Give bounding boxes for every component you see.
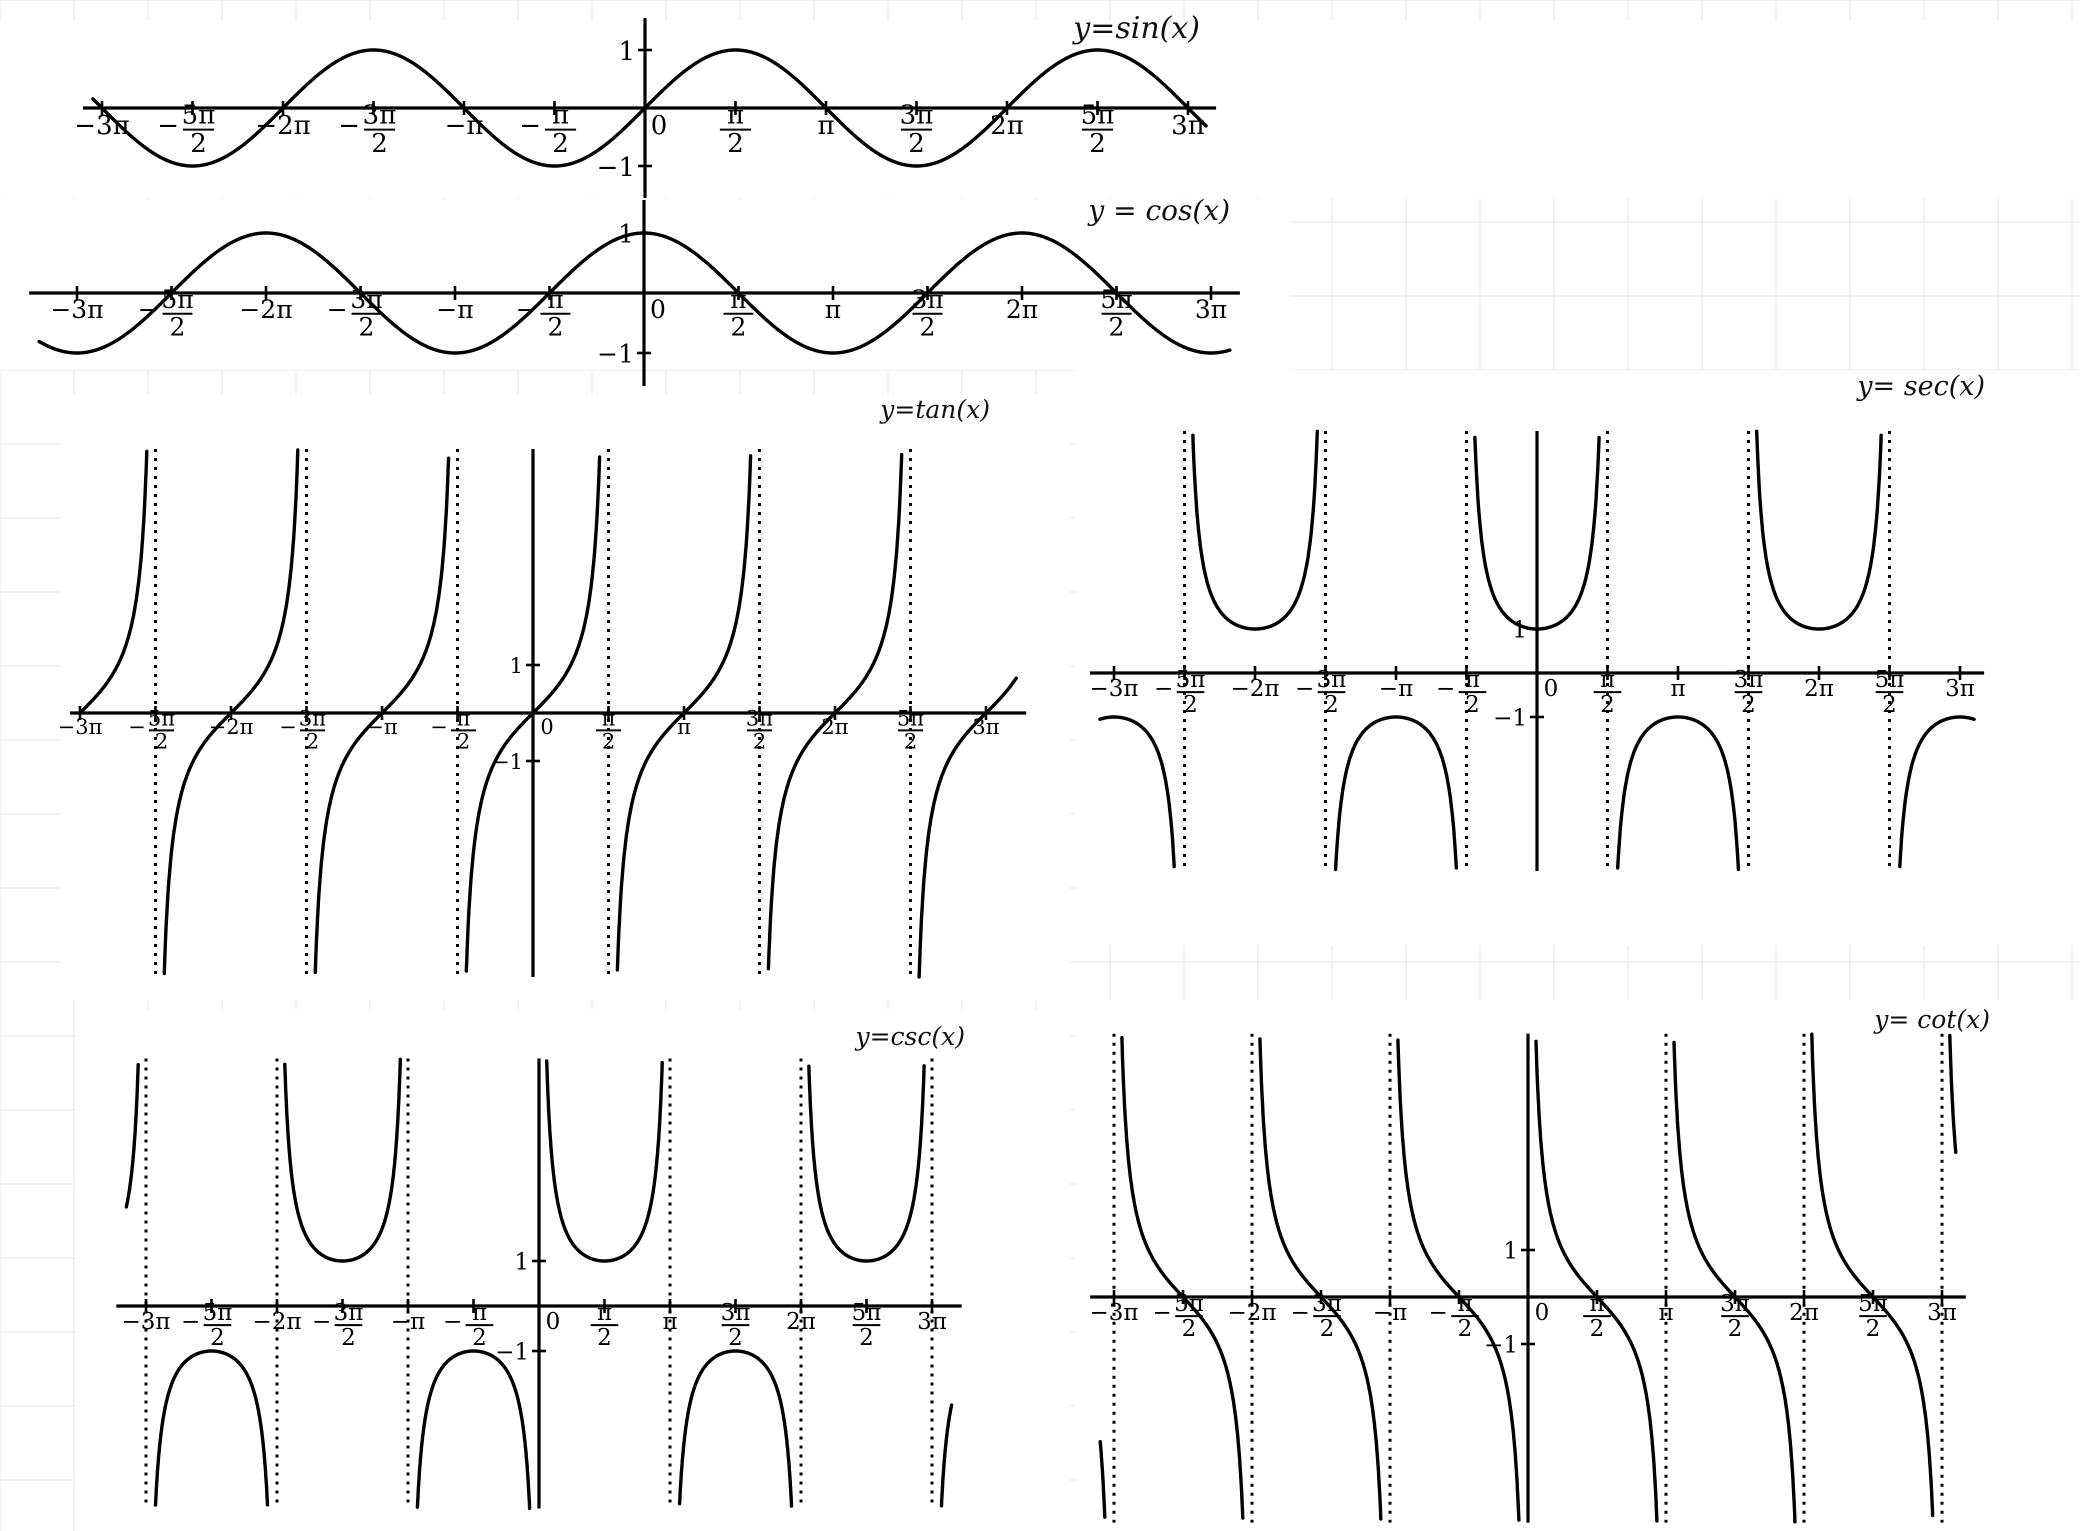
tick-label-text: −2π — [208, 715, 254, 739]
sin-x-tick-label — [445, 111, 484, 141]
csc-panel — [75, 1010, 1070, 1531]
tick-label-denominator: 2 — [1319, 1316, 1335, 1343]
tick-label-text: −3π — [121, 1309, 171, 1335]
tan-x-tick-label — [821, 715, 848, 739]
tick-label-numerator: 3π — [1720, 1290, 1750, 1317]
tick-label-denominator: 2 — [472, 1325, 487, 1352]
cot-title: y= cot(x) — [1874, 1005, 1990, 1034]
tick-label-text: −2π — [255, 111, 311, 141]
charts — [0, 11, 2080, 1531]
tick-label-numerator: 5π — [202, 1299, 233, 1326]
sec-title: y= sec(x) — [1857, 371, 1985, 402]
tan-panel — [57, 395, 1070, 1000]
tick-label-denominator: 2 — [752, 729, 767, 754]
cot-y-tick-label: −1 — [1484, 1332, 1518, 1359]
tan-x-tick-label — [366, 715, 398, 739]
tick-label-sign: − — [430, 715, 448, 739]
tick-label-text: −3π — [1089, 676, 1139, 702]
cos-x-tick-label — [650, 295, 666, 324]
tick-label-text: π — [677, 715, 691, 739]
tick-label-text: 2π — [821, 715, 849, 739]
tick-label-text: −π — [1372, 1300, 1408, 1326]
tick-label-denominator: 2 — [728, 1325, 743, 1352]
tick-label-denominator: 2 — [169, 312, 186, 342]
tan-y-tick-label: 1 — [509, 653, 523, 678]
sin-x-tick-label — [651, 111, 668, 141]
tick-label-denominator: 2 — [727, 129, 744, 160]
tick-label-denominator: 2 — [547, 312, 564, 342]
tick-label-denominator: 2 — [903, 729, 918, 754]
csc-x-tick-label — [391, 1309, 425, 1335]
tick-label-text: 2π — [1789, 1300, 1819, 1326]
tick-label-denominator: 2 — [1882, 692, 1897, 719]
tick-label-numerator: π — [1464, 666, 1481, 693]
csc-x-tick-label — [546, 1309, 561, 1335]
tick-label-text: −2π — [1230, 676, 1280, 702]
tick-label-sign: − — [1153, 676, 1174, 702]
csc-x-tick-label — [121, 1309, 170, 1335]
tick-label-denominator: 2 — [1727, 1316, 1743, 1343]
tick-label-denominator: 2 — [597, 1325, 612, 1352]
tick-label-denominator: 2 — [601, 729, 616, 754]
tick-label-denominator: 2 — [1741, 692, 1756, 719]
tick-label-numerator: 5π — [896, 706, 925, 731]
tick-label-denominator: 2 — [919, 312, 936, 342]
tick-label-sign: − — [1152, 1300, 1172, 1326]
tick-label-text: −π — [1378, 676, 1414, 702]
csc-x-tick-label — [786, 1309, 816, 1335]
tick-label-denominator: 2 — [1181, 1316, 1197, 1343]
tick-label-text: 2π — [1005, 295, 1039, 324]
cos-x-tick-label — [50, 295, 103, 324]
tick-label-sign: − — [338, 111, 360, 141]
sec-y-tick-label: −1 — [1493, 705, 1527, 732]
tick-label-denominator: 2 — [154, 729, 169, 754]
cos-x-tick-label — [436, 295, 473, 324]
tick-label-sign: − — [311, 1309, 332, 1335]
tan-x-tick-label — [540, 715, 553, 739]
sec-y-tick-label: 1 — [1512, 617, 1527, 644]
cot-x-tick-label — [1227, 1300, 1276, 1326]
sec-x-tick-label — [1544, 676, 1559, 702]
tick-label-sign: − — [137, 295, 159, 324]
tick-label-text: π — [824, 295, 842, 324]
tick-label-denominator: 2 — [1324, 692, 1339, 719]
tick-label-text: −π — [436, 295, 474, 324]
tick-label-numerator: 3π — [720, 1299, 751, 1326]
tick-label-text: 3π — [972, 715, 1000, 739]
tick-label-denominator: 2 — [1600, 692, 1615, 719]
tick-label-denominator: 2 — [456, 729, 471, 754]
tick-label-numerator: π — [596, 1299, 613, 1326]
tick-label-denominator: 2 — [358, 312, 375, 342]
cot-x-tick-label — [1535, 1300, 1550, 1326]
tick-label-numerator: 5π — [161, 285, 194, 314]
csc-x-tick-label — [662, 1309, 677, 1335]
tick-label-denominator: 2 — [1589, 1316, 1605, 1343]
sec-x-tick-label — [1945, 676, 1975, 702]
tick-label-text: −3π — [74, 111, 130, 141]
sec-x-tick-label — [1804, 676, 1834, 702]
tick-label-sign: − — [515, 295, 537, 324]
tick-label-denominator: 2 — [305, 729, 320, 754]
tick-label-text: 0 — [650, 111, 668, 141]
tick-label-numerator: 3π — [899, 100, 934, 131]
tan-x-tick-label — [972, 715, 999, 739]
tick-label-text: 0 — [650, 295, 666, 324]
tick-label-text: 0 — [1543, 676, 1559, 702]
sin-y-tick-label: −1 — [596, 152, 635, 183]
sin-title: y=sin(x) — [1073, 11, 1200, 46]
csc-x-tick-label — [252, 1309, 301, 1335]
tick-label-text: 3π — [1171, 111, 1205, 141]
sin-x-tick-label — [1171, 111, 1205, 141]
tick-label-sign: − — [128, 715, 146, 739]
tan-x-tick-label — [58, 715, 103, 739]
cot-x-tick-label — [1789, 1300, 1819, 1326]
tick-label-text: −2π — [252, 1309, 302, 1335]
tick-label-numerator: 5π — [1080, 100, 1115, 131]
csc-x-tick-label — [917, 1309, 947, 1335]
sec-x-tick-label — [1670, 676, 1685, 702]
tan-title: y=tan(x) — [880, 395, 990, 424]
sec-panel — [1075, 370, 2080, 945]
tick-label-numerator: 5π — [1858, 1290, 1888, 1317]
cos-y-tick-label: 1 — [618, 219, 634, 249]
tick-label-numerator: π — [471, 1299, 488, 1326]
tick-label-denominator: 2 — [1108, 312, 1125, 342]
tick-label-numerator: 3π — [1312, 1290, 1342, 1317]
tick-label-numerator: π — [601, 706, 616, 731]
sec-x-tick-label — [1230, 676, 1279, 702]
tick-label-text: −π — [390, 1309, 426, 1335]
tick-label-sign: − — [1428, 1300, 1448, 1326]
cos-y-tick-label: −1 — [597, 339, 634, 369]
tick-label-text: 3π — [917, 1309, 947, 1335]
tick-label-denominator: 2 — [210, 1325, 225, 1352]
tick-label-text: −π — [444, 111, 484, 141]
csc-chart — [75, 1010, 1070, 1531]
tick-label-numerator: 3π — [350, 285, 383, 314]
tick-label-numerator: 3π — [362, 100, 397, 131]
tick-label-text: 3π — [1194, 295, 1228, 324]
tick-label-numerator: 5π — [1874, 666, 1905, 693]
tick-label-sign: − — [1435, 676, 1456, 702]
tick-label-numerator: 3π — [298, 706, 327, 731]
tick-label-denominator: 2 — [908, 129, 925, 160]
tick-label-numerator: 5π — [147, 706, 176, 731]
tick-label-sign: − — [157, 111, 179, 141]
tick-label-denominator: 2 — [859, 1325, 874, 1352]
sin-chart — [0, 11, 2080, 198]
cot-x-tick-label — [1927, 1300, 1957, 1326]
tick-label-denominator: 2 — [1183, 692, 1198, 719]
tick-label-sign: − — [1290, 1300, 1310, 1326]
tick-label-numerator: 3π — [911, 285, 944, 314]
sin-y-tick-label: 1 — [618, 36, 635, 67]
tick-label-denominator: 2 — [1457, 1316, 1473, 1343]
tick-label-text: 2π — [990, 111, 1024, 141]
sin-x-tick-label — [990, 111, 1024, 141]
tick-label-sign: − — [519, 111, 541, 141]
cos-x-tick-label — [1006, 295, 1038, 324]
tick-label-text: 0 — [545, 1309, 561, 1335]
tick-label-text: π — [662, 1309, 678, 1335]
tick-label-denominator: 2 — [1089, 129, 1106, 160]
tick-label-denominator: 2 — [371, 129, 388, 160]
tick-label-sign: − — [326, 295, 348, 324]
tick-label-numerator: π — [1457, 1290, 1473, 1317]
tick-label-text: π — [1658, 1300, 1674, 1326]
tick-label-denominator: 2 — [1865, 1316, 1881, 1343]
csc-title: y=csc(x) — [855, 1022, 965, 1051]
sec-chart — [1075, 370, 2080, 945]
cos-x-tick-label — [825, 295, 841, 324]
tick-label-sign: − — [442, 1309, 463, 1335]
tick-label-text: −π — [366, 715, 398, 739]
tick-label-text: 3π — [1945, 676, 1975, 702]
tick-label-numerator: 3π — [1316, 666, 1347, 693]
tick-label-numerator: π — [730, 285, 747, 314]
tick-label-text: 2π — [786, 1309, 816, 1335]
sec-x-tick-label — [1089, 676, 1138, 702]
sec-x-tick-label — [1379, 676, 1413, 702]
tick-label-numerator: 5π — [851, 1299, 882, 1326]
tick-label-denominator: 2 — [341, 1325, 356, 1352]
tick-label-sign: − — [279, 715, 297, 739]
tick-label-denominator: 2 — [552, 129, 569, 160]
tick-label-text: 3π — [1927, 1300, 1957, 1326]
tick-label-text: 0 — [1534, 1300, 1550, 1326]
tick-label-text: −3π — [1089, 1300, 1139, 1326]
cot-x-tick-label — [1373, 1300, 1407, 1326]
tick-label-numerator: π — [1599, 666, 1616, 693]
cot-chart — [1075, 1000, 2080, 1531]
tick-label-sign: − — [180, 1309, 201, 1335]
tick-label-text: 2π — [1804, 676, 1834, 702]
tick-label-numerator: 3π — [745, 706, 774, 731]
cos-chart — [0, 194, 1290, 386]
tick-label-text: π — [817, 111, 835, 141]
tick-label-numerator: π — [726, 100, 745, 131]
tick-label-denominator: 2 — [730, 312, 747, 342]
tick-label-text: −2π — [1227, 1300, 1277, 1326]
tick-label-numerator: 3π — [333, 1299, 364, 1326]
tick-label-numerator: π — [456, 706, 471, 731]
tick-label-text: −3π — [57, 715, 103, 739]
tick-label-numerator: 5π — [1175, 666, 1206, 693]
tick-label-text: 0 — [540, 715, 554, 739]
cos-x-tick-label — [1195, 295, 1227, 324]
cos-x-tick-label — [239, 295, 292, 324]
tick-label-numerator: π — [1589, 1290, 1605, 1317]
tan-y-tick-label: −1 — [492, 749, 523, 774]
tick-label-text: −2π — [239, 295, 293, 324]
tick-label-text: π — [1670, 676, 1686, 702]
tick-label-denominator: 2 — [190, 129, 207, 160]
csc-y-tick-label: 1 — [514, 1249, 529, 1276]
tick-label-numerator: π — [547, 285, 564, 314]
tick-label-sign: − — [1294, 676, 1315, 702]
cos-title: y = cos(x) — [1088, 194, 1230, 227]
tick-label-numerator: 3π — [1733, 666, 1764, 693]
tick-label-numerator: 5π — [1174, 1290, 1204, 1317]
cot-x-tick-label — [1658, 1300, 1673, 1326]
tan-chart — [58, 395, 1070, 1000]
tick-label-numerator: 5π — [1100, 285, 1133, 314]
csc-y-tick-label: −1 — [495, 1339, 529, 1366]
cot-y-tick-label: 1 — [1503, 1238, 1518, 1265]
tick-label-text: −3π — [50, 295, 104, 324]
tick-label-numerator: π — [551, 100, 570, 131]
cot-x-tick-label — [1089, 1300, 1138, 1326]
tick-label-numerator: 5π — [181, 100, 216, 131]
tick-label-denominator: 2 — [1465, 692, 1480, 719]
